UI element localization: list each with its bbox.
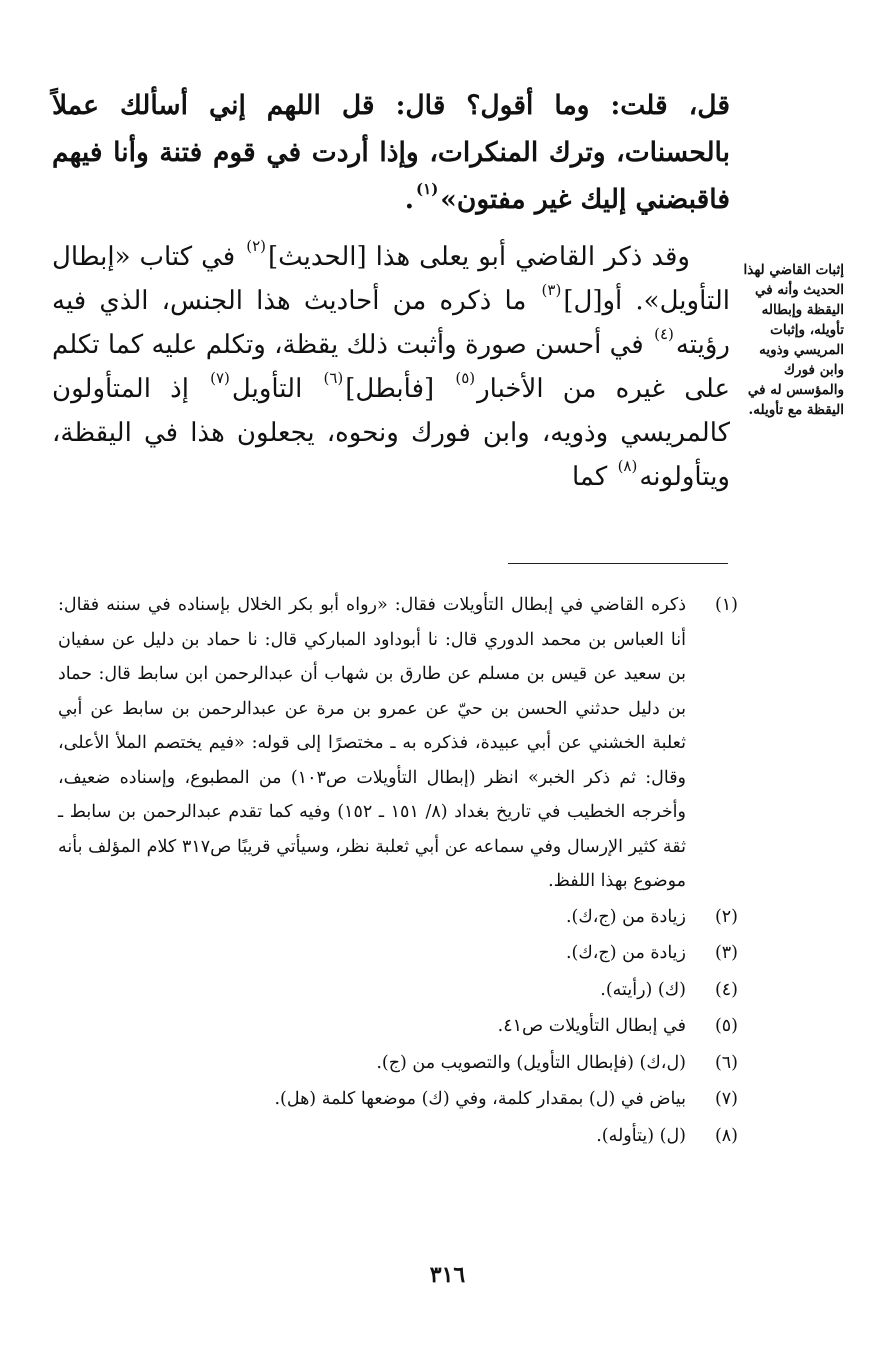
footnote-ref-7[interactable]: (٧) — [210, 369, 230, 387]
footnote-text: (ك) (رأيته). — [600, 979, 686, 1000]
footnote-8 — [58, 1118, 738, 1155]
footnote-ref-3[interactable]: (٣) — [541, 281, 562, 299]
footnote-number: (٢) — [714, 906, 738, 927]
para-seg-7: إذ المتأولون كالمريسي وذويه، وابن فورك ونحوه، يجعلون هذا في اليقظة، ويتأولونه — [52, 374, 730, 492]
footnotes — [58, 588, 738, 1154]
quote-text: قل، قلت: وما أقول؟ قال: قل اللهم إني أسألك عملاً بالحسنات، وترك المنكرات، وإذا أردت في قوم فتنة وأنا فيهم فاقبضني إليك غير مفتون» — [52, 90, 730, 215]
footnote-text: (ل) (يتأوله). — [596, 1125, 686, 1146]
footnote-text: زيادة من (ج،ك). — [565, 943, 686, 963]
footnote-number: (٦) — [714, 1052, 738, 1073]
quote-end: . — [404, 184, 415, 215]
footnote-1 — [58, 588, 738, 899]
page-number: ٣١٦ — [429, 1262, 466, 1288]
footnote-3 — [58, 935, 738, 972]
hadith-quote — [52, 82, 730, 223]
footnote-text: بياض في (ل) بمقدار كلمة، وفي (ك) موضعها كلمة (هل). — [274, 1089, 686, 1109]
footnote-text: في إبطال التأويلات ص٤١. — [497, 1016, 686, 1036]
body-paragraph — [52, 235, 730, 499]
footnote-number: (٧) — [714, 1089, 738, 1109]
footnote-5 — [58, 1008, 738, 1045]
para-seg-3: ما ذكره من أحاديث هذا الجنس، الذي فيه رؤيته — [52, 286, 730, 360]
footnote-4 — [58, 972, 738, 1009]
footnote-ref-6[interactable]: (٦) — [323, 369, 344, 387]
footnote-ref-8[interactable]: (٨) — [617, 457, 638, 475]
footnote-ref-5[interactable]: (٥) — [455, 369, 476, 387]
footnote-ref-1[interactable]: (١) — [416, 180, 439, 198]
main-text — [52, 82, 730, 499]
para-seg-8: كما — [571, 462, 616, 492]
para-seg-5: [فأبطل] — [345, 374, 454, 404]
footnote-number: (١) — [714, 595, 738, 615]
para-seg-2: في كتاب «إبطال التأويل». أو[ل] — [52, 242, 730, 316]
footnote-text: ذكره القاضي في إبطال التأويلات فقال: «رواه أبو بكر الخلال بإسناده في سننه فقال: أنا العباس بن محمد الدوري قال: نا أبوداود المباركي قال: نا حماد بن دليل عن سفيان بن سعيد عن قيس بن مسلم عن طارق بن شهاب أن عبدالرحمن ابن سابط قال: حماد بن دليل حدثني الحسن بن حيّ عن عمرو بن مرة عن عبدالرحمن بن سابط عن أبي ثعلبة الخشني عن أبي عبيدة، فذكره به ـ مختصرًا إلى قوله: «فيم يختصم الملأ الأعلى، وقال: ثم ذكر الخبر» انظر (إبطال التأويلات ص١٠٣) من المطبوع، وإسناده ضعيف، وأخرجه الخطيب في تاريخ بغداد (٨/ ١٥١ ـ ١٥٢) وفيه كما تقدم عبدالرحمن بن سابط ـ ثقة كثير الإرسال وفي سماعه عن أبي ثعلبة نظر، وسيأتي قريبًا ص٣١٧ كلام المؤلف بأنه موضوع بهذا اللفظ. — [58, 595, 687, 891]
footnote-number: (٤) — [714, 979, 738, 1000]
footnote-7 — [58, 1081, 738, 1118]
footnote-text: زيادة من (ج،ك). — [565, 906, 686, 927]
footnote-6 — [58, 1045, 738, 1082]
para-seg-1: وقد ذكر القاضي أبو يعلى هذا [الحديث] — [267, 242, 690, 272]
footnote-separator — [508, 563, 728, 564]
footnote-number: (٥) — [714, 1016, 738, 1036]
footnote-number: (٨) — [714, 1125, 738, 1146]
para-seg-6: التأويل — [231, 374, 322, 404]
footnote-number: (٣) — [714, 943, 738, 963]
footnote-ref-2[interactable]: (٢) — [246, 237, 266, 255]
footnote-ref-4[interactable]: (٤) — [654, 325, 674, 343]
footnote-text: (ل،ك) (فإبطال التأويل) والتصويب من (ج). — [376, 1052, 686, 1073]
para-seg-4: في أحسن صورة وأثبت ذلك يقظة، وتكلم عليه كما تكلم على غيره من الأخبار — [52, 330, 730, 404]
footnote-2 — [58, 899, 738, 936]
margin-note: إثبات القاضي لهذا الحديث وأنه في اليقظة وإبطاله تأويله، وإثبات المريسي وذويه وابن فورك والمؤسس له في اليقظة مع تأويله. — [743, 262, 844, 418]
